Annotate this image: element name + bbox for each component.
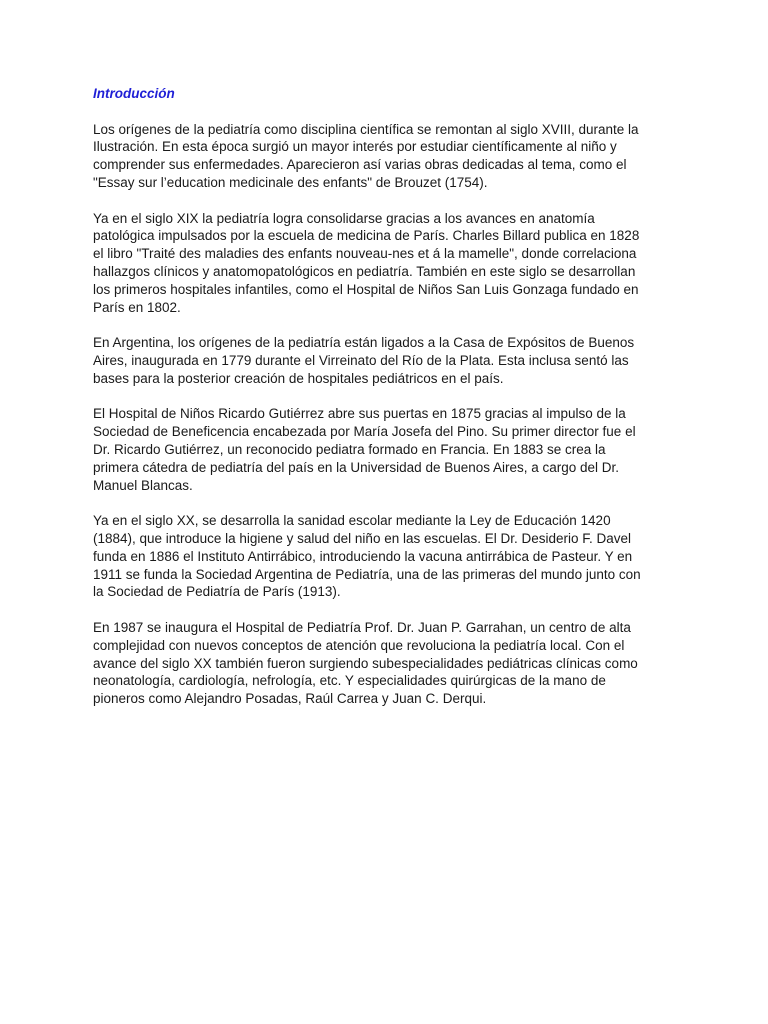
paragraph-line: Ya en el siglo XIX la pediatría logra consolidarse gracias a los avances en anatomía [93,210,595,226]
paragraph-line: Manuel Blancas. [93,477,193,493]
section-heading: Introducción [93,86,175,101]
paragraph-line: neonatología, cardiología, nefrología, etc. Y especialidades quirúrgicas de la mano de [93,673,606,689]
paragraph-line: Dr. Ricardo Gutiérrez, un reconocido pediatra formado en Francia. En 1883 se crea la [93,441,606,457]
paragraph-line: avance del siglo XX también fueron surgiendo subespecialidades pediátricas clínicas como [93,655,638,671]
paragraph-line: funda en 1886 el Instituto Antirrábico, introduciendo la vacuna antirrábica de Pasteur. Y en [93,548,633,564]
paragraph-line: bases para la posterior creación de hospitales pediátricos en el país. [93,370,504,386]
paragraph-6 [93,619,678,708]
paragraph-line: Ya en el siglo XX, se desarrolla la sanidad escolar mediante la Ley de Educación 1420 [93,513,611,529]
paragraph-3 [93,334,678,387]
paragraph-line: comprender sus enfermedades. Aparecieron así varias obras dedicadas al tema, como el [93,157,627,173]
paragraph-line: En 1987 se inaugura el Hospital de Pediatría Prof. Dr. Juan P. Garrahan, un centro de alta [93,619,631,635]
document-page [93,85,678,726]
paragraph-line: Los orígenes de la pediatría como disciplina científica se remontan al siglo XVIII, durante la [93,121,639,137]
paragraph-line: pioneros como Alejandro Posadas, Raúl Carrea y Juan C. Derqui. [93,691,487,707]
paragraph-1 [93,121,678,192]
paragraph-4 [93,405,678,494]
paragraph-line: (1884), que introduce la higiene y salud del niño en las escuelas. El Dr. Desiderio F. Davel [93,530,632,546]
paragraph-line: El Hospital de Niños Ricardo Gutiérrez abre sus puertas en 1875 gracias al impulso de la [93,406,626,422]
paragraph-line: 1911 se funda la Sociedad Argentina de Pediatría, una de las primeras del mundo junto con [93,566,641,582]
paragraph-line: los primeros hospitales infantiles, como el Hospital de Niños San Luis Gonzaga fundado en [93,281,639,297]
paragraph-5 [93,512,678,601]
paragraph-line: hallazgos clínicos y anatomopatológicos en pediatría. También en este siglo se desarrollan [93,263,636,279]
paragraph-line: Sociedad de Beneficencia encabezada por María Josefa del Pino. Su primer director fue el [93,424,636,440]
paragraph-line: complejidad con nuevos conceptos de atención que revoluciona la pediatría local. Con el [93,637,625,653]
paragraph-line: el libro "Traité des maladies des enfants nouveau-nes et á la mamelle", donde correlaciona [93,246,637,262]
paragraph-line: Ilustración. En esta época surgió un mayor interés por estudiar científicamente al niño y [93,139,617,155]
paragraph-line: patológica impulsados por la escuela de medicina de París. Charles Billard publica en 1828 [93,228,640,244]
paragraph-line: primera cátedra de pediatría del país en la Universidad de Buenos Aires, a cargo del Dr. [93,459,620,475]
paragraph-line: En Argentina, los orígenes de la pediatría están ligados a la Casa de Expósitos de Buenos [93,335,635,351]
paragraph-line: París en 1802. [93,299,181,315]
paragraph-2 [93,210,678,317]
paragraph-line: "Essay sur l’education medicinale des enfants" de Brouzet (1754). [93,174,488,190]
paragraph-line: Aires, inaugurada en 1779 durante el Virreinato del Río de la Plata. Esta inclusa sentó las [93,352,629,368]
paragraph-line: la Sociedad de Pediatría de París (1913). [93,584,341,600]
